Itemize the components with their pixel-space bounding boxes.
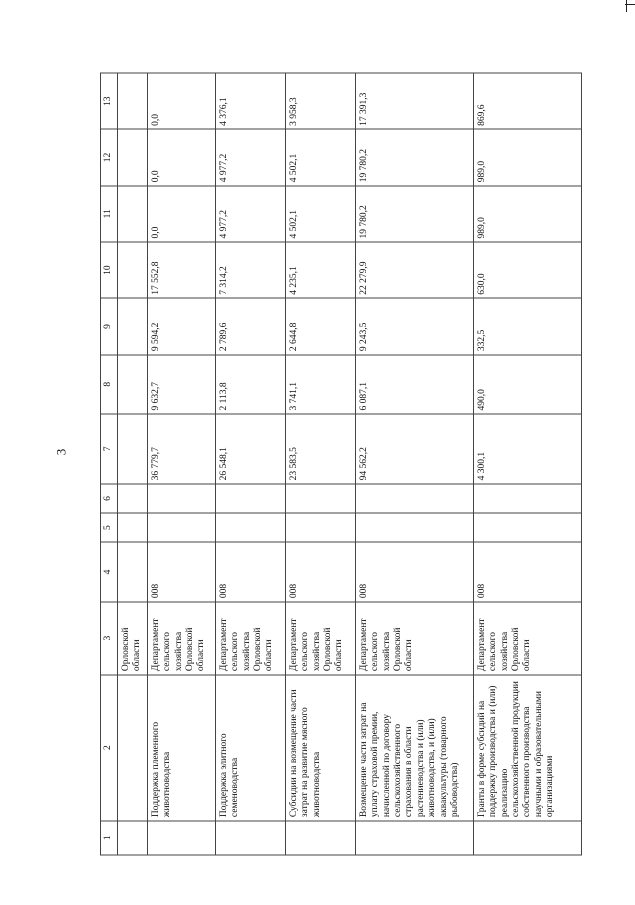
column-number: 9	[101, 298, 118, 354]
cell-year-value: 22 279,9	[355, 241, 473, 297]
column-number: 10	[101, 241, 118, 297]
table-row	[147, 73, 215, 855]
cell-executor: Орловской области	[118, 601, 148, 674]
cell-code: 008	[147, 542, 215, 601]
cell-total: 36 779,7	[147, 414, 215, 484]
cell-year-value: 2 789,6	[215, 298, 285, 354]
table-row	[285, 73, 355, 855]
cell-year-value: 490,0	[473, 354, 581, 413]
column-number: 6	[101, 483, 118, 512]
table-row	[473, 73, 581, 855]
cell-year-value: 989,0	[473, 185, 581, 241]
cell-year-value: 4 502,1	[285, 185, 355, 241]
cell-col6	[147, 483, 215, 512]
table-row	[118, 73, 148, 855]
cell-year-value: 0,0	[147, 73, 215, 129]
cell-col6	[118, 483, 148, 512]
cell-code: 008	[215, 542, 285, 601]
cell-col5	[355, 513, 473, 542]
cell-code: 008	[285, 542, 355, 601]
column-number: 8	[101, 354, 118, 413]
column-number-row	[101, 73, 118, 855]
cell-year-value: 4 502,1	[285, 129, 355, 185]
cell-year-value: 3 741,1	[285, 354, 355, 413]
budget-table	[100, 72, 582, 855]
column-number: 3	[101, 601, 118, 674]
cell-total	[118, 414, 148, 484]
cell-year-value: 2 113,8	[215, 354, 285, 413]
table-row	[215, 73, 285, 855]
cell-total: 4 300,1	[473, 414, 581, 484]
cell-executor: Департамент сельского хозяйства Орловской области	[215, 601, 285, 674]
cell-col6	[355, 483, 473, 512]
cell-executor: Департамент сельского хозяйства Орловской области	[285, 601, 355, 674]
column-number: 12	[101, 129, 118, 185]
cell-year-value: 0,0	[147, 129, 215, 185]
cell-index	[118, 820, 148, 854]
cell-col5	[215, 513, 285, 542]
column-number: 11	[101, 185, 118, 241]
cell-year-value: 4 235,1	[285, 241, 355, 297]
cell-index	[355, 820, 473, 854]
cell-year-value: 9 594,2	[147, 298, 215, 354]
cell-col6	[473, 483, 581, 512]
cell-code: 008	[355, 542, 473, 601]
cell-year-value	[118, 241, 148, 297]
cell-year-value: 9 243,5	[355, 298, 473, 354]
cell-executor: Департамент сельского хозяйства Орловской области	[147, 601, 215, 674]
cell-total: 23 583,5	[285, 414, 355, 484]
cell-name: Поддержка племенного животноводства	[147, 674, 215, 820]
cell-index	[147, 820, 215, 854]
cell-year-value	[118, 354, 148, 413]
cell-year-value: 0,0	[147, 185, 215, 241]
cell-total: 94 562,2	[355, 414, 473, 484]
cell-year-value	[118, 73, 148, 129]
cell-year-value: 3 958,3	[285, 73, 355, 129]
cell-year-value: 17 552,8	[147, 241, 215, 297]
cell-year-value: 7 314,2	[215, 241, 285, 297]
cell-executor: Департамент сельского хозяйства Орловской области	[355, 601, 473, 674]
cell-year-value: 869,6	[473, 73, 581, 129]
cell-year-value: 19 780,2	[355, 129, 473, 185]
column-number: 2	[101, 674, 118, 820]
column-number: 4	[101, 542, 118, 601]
cell-year-value	[118, 298, 148, 354]
cell-code	[118, 542, 148, 601]
column-number: 5	[101, 513, 118, 542]
column-number: 7	[101, 414, 118, 484]
cell-year-value	[118, 185, 148, 241]
cell-year-value: 19 780,2	[355, 185, 473, 241]
cell-name: Гранты в форме субсидий на поддержку производства и (или) реализацию сельскохозяйственной продукции собственного производства научными и образовательными организациями	[473, 674, 581, 820]
cell-year-value: 630,0	[473, 241, 581, 297]
cell-name: Поддержка элитного семеноводства	[215, 674, 285, 820]
rotated-table-frame	[100, 72, 582, 855]
cell-name: Субсидии на возмещение части затрат на развитие мясного животноводства	[285, 674, 355, 820]
cell-year-value: 2 644,8	[285, 298, 355, 354]
cell-executor: Департамент сельского хозяйства Орловской области	[473, 601, 581, 674]
cell-col5	[147, 513, 215, 542]
cell-col5	[285, 513, 355, 542]
cell-index	[285, 820, 355, 854]
cell-col5	[118, 513, 148, 542]
cell-year-value: 989,0	[473, 129, 581, 185]
cell-name: Возмещение части затрат на уплату страховой премии, начисленной по договору сельскохозяйственного страхования в области растениеводства и (или) животноводства, и (или) аквакультуры (товарного рыбоводства)	[355, 674, 473, 820]
cell-year-value	[118, 129, 148, 185]
cell-col5	[473, 513, 581, 542]
cell-index	[215, 820, 285, 854]
table-row	[355, 73, 473, 855]
cell-year-value: 4 376,1	[215, 73, 285, 129]
cell-year-value: 17 391,3	[355, 73, 473, 129]
column-number: 1	[101, 820, 118, 854]
cell-year-value: 9 632,7	[147, 354, 215, 413]
cell-total: 26 548,1	[215, 414, 285, 484]
cell-year-value: 332,5	[473, 298, 581, 354]
cell-index	[473, 820, 581, 854]
corner-mark-vertical	[626, 0, 627, 12]
cell-code: 008	[473, 542, 581, 601]
column-number: 13	[101, 73, 118, 129]
table-container	[100, 72, 582, 855]
page-number: 3	[53, 448, 69, 456]
cell-col6	[285, 483, 355, 512]
cell-name	[118, 674, 148, 820]
cell-year-value: 4 977,2	[215, 129, 285, 185]
cell-year-value: 6 087,1	[355, 354, 473, 413]
cell-year-value: 4 977,2	[215, 185, 285, 241]
cell-col6	[215, 483, 285, 512]
